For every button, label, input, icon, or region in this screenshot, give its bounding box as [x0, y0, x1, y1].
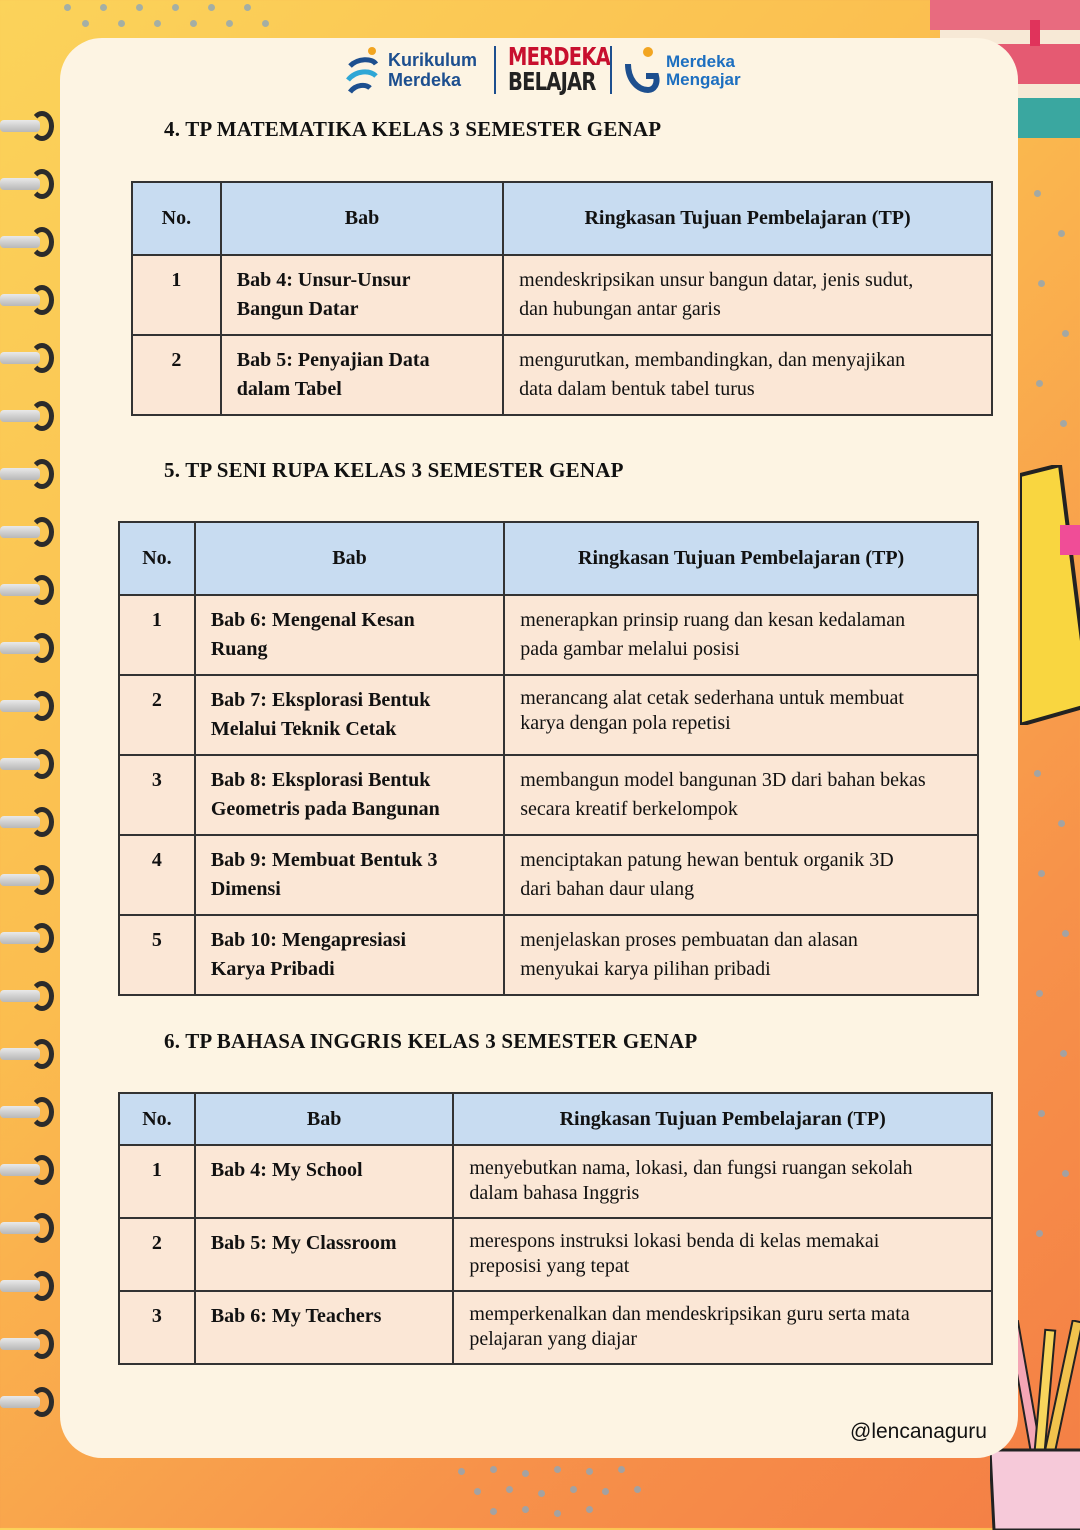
row-bab — [195, 675, 504, 755]
table-seni-rupa — [118, 521, 979, 996]
merdeka-text: Merdeka — [388, 70, 462, 90]
table-row — [119, 1145, 992, 1218]
row-bab: Bab 6: My Teachers — [195, 1291, 454, 1364]
row-tp — [453, 1218, 992, 1291]
header-tp: Ringkasan Tujuan Pembelajaran (TP) — [453, 1093, 992, 1145]
row-no: 2 — [132, 335, 221, 415]
row-no: 2 — [119, 675, 195, 755]
row-tp — [503, 335, 992, 415]
row-tp — [504, 675, 978, 755]
logo-separator — [494, 46, 496, 94]
row-tp — [504, 915, 978, 995]
row-no: 1 — [119, 595, 195, 675]
section-title-seni-rupa: 5. TP SENI RUPA KELAS 3 SEMESTER GENAP — [164, 458, 624, 482]
merdeka-belajar-logo — [508, 44, 610, 94]
bab-line: Dimensi — [210, 878, 281, 900]
row-bab — [195, 915, 504, 995]
tp-line: membangun model bangunan 3D dari bahan bekas — [520, 769, 926, 791]
tp-line: mengurutkan, membandingkan, dan menyajikan — [519, 349, 906, 371]
table-header-row — [132, 182, 992, 255]
logo-separator — [610, 46, 612, 94]
merdeka-word: MERDEKA — [508, 42, 610, 71]
row-bab — [195, 595, 504, 675]
tp-line: pada gambar melalui posisi — [520, 638, 740, 660]
row-no: 1 — [132, 255, 221, 335]
row-bab: Bab 5: My Classroom — [195, 1218, 454, 1291]
table-header-row — [119, 522, 978, 595]
table-row — [132, 335, 992, 415]
tp-line: dari bahan daur ulang — [520, 878, 695, 900]
tp-line: preposisi yang tepat — [469, 1255, 630, 1277]
tp-line: karya dengan pola repetisi — [520, 712, 731, 734]
header-no: No. — [119, 1093, 195, 1145]
tp-line: menjelaskan proses pembuatan dan alasan — [520, 929, 858, 951]
table-row — [119, 915, 978, 995]
kurikulum-text: Kurikulum — [388, 50, 478, 70]
header-bab: Bab — [221, 182, 503, 255]
bab-line: Bab 10: Mengapresiasi — [210, 929, 407, 951]
bab-line: Bab 5: Penyajian Data — [236, 349, 430, 371]
bab-line: Bab 4: Unsur-Unsur — [236, 269, 411, 291]
row-no: 1 — [119, 1145, 195, 1218]
tp-line: menyukai karya pilihan pribadi — [520, 958, 771, 980]
kurikulum-merdeka-mark-icon — [346, 46, 380, 94]
row-bab: Bab 4: My School — [195, 1145, 454, 1218]
logo-header — [344, 42, 764, 98]
section-title-bahasa-inggris: 6. TP BAHASA INGGRIS KELAS 3 SEMESTER GENAP — [164, 1029, 698, 1053]
bab-line: Karya Pribadi — [210, 958, 335, 980]
table-header-row — [119, 1093, 992, 1145]
tp-line: merancang alat cetak sederhana untuk membuat — [520, 687, 904, 709]
kurikulum-merdeka-logo — [344, 44, 494, 96]
merdeka-mengajar-line2: Mengajar — [666, 70, 741, 89]
tp-line: mendeskripsikan unsur bangun datar, jenis sudut, — [519, 269, 914, 291]
section-title-matematika: 4. TP MATEMATIKA KELAS 3 SEMESTER GENAP — [164, 117, 662, 141]
background-dots-bottom — [450, 1462, 670, 1522]
row-tp — [504, 755, 978, 835]
table-row — [132, 255, 992, 335]
tp-line: memperkenalkan dan mendeskripsikan guru serta mata — [469, 1303, 910, 1325]
row-no: 2 — [119, 1218, 195, 1291]
bab-line: dalam Tabel — [236, 378, 342, 400]
header-no: No. — [119, 522, 195, 595]
yellow-card-illustration — [1020, 465, 1080, 725]
merdeka-mengajar-line1: Merdeka — [666, 52, 735, 71]
bab-line: Bab 7: Eksplorasi Bentuk — [210, 689, 431, 711]
row-bab — [195, 835, 504, 915]
row-bab — [221, 335, 503, 415]
header-bab: Bab — [195, 522, 504, 595]
row-tp — [504, 835, 978, 915]
bab-line: Bab 9: Membuat Bentuk 3 — [210, 849, 438, 871]
row-tp — [503, 255, 992, 335]
tp-line: menerapkan prinsip ruang dan kesan kedalaman — [520, 609, 906, 631]
row-bab — [195, 755, 504, 835]
tp-line: menciptakan patung hewan bentuk organik 3D — [520, 849, 894, 871]
table-row — [119, 675, 978, 755]
table-row — [119, 595, 978, 675]
bab-line: Melalui Teknik Cetak — [210, 718, 397, 740]
merdeka-mengajar-mark-icon — [624, 46, 660, 94]
header-tp: Ringkasan Tujuan Pembelajaran (TP) — [504, 522, 978, 595]
row-no: 4 — [119, 835, 195, 915]
background-dots-top — [60, 0, 300, 40]
tp-line: secara kreatif berkelompok — [520, 798, 738, 820]
tp-line: merespons instruksi lokasi benda di kelas memakai — [469, 1230, 880, 1252]
bab-line: Bab 6: Mengenal Kesan — [210, 609, 415, 631]
header-no: No. — [132, 182, 221, 255]
belajar-word: BELAJAR — [508, 67, 596, 96]
table-row — [119, 755, 978, 835]
tp-line: data dalam bentuk tabel turus — [519, 378, 755, 400]
header-bab: Bab — [195, 1093, 454, 1145]
tp-line: dalam bahasa Inggris — [469, 1182, 640, 1204]
row-no: 3 — [119, 755, 195, 835]
tp-line: dan hubungan antar garis — [519, 298, 721, 320]
bab-line: Bab 8: Eksplorasi Bentuk — [210, 769, 431, 791]
tp-line: pelajaran yang diajar — [469, 1328, 638, 1350]
row-no: 3 — [119, 1291, 195, 1364]
table-row — [119, 1218, 992, 1291]
row-tp — [453, 1291, 992, 1364]
row-bab — [221, 255, 503, 335]
bab-line: Ruang — [210, 638, 268, 660]
bab-line: Bangun Datar — [236, 298, 359, 320]
table-matematika — [131, 181, 993, 416]
table-bahasa-inggris — [118, 1092, 993, 1365]
author-handle: @lencanaguru — [850, 1420, 987, 1443]
tp-line: menyebutkan nama, lokasi, dan fungsi ruangan sekolah — [469, 1157, 913, 1179]
row-no: 5 — [119, 915, 195, 995]
header-tp: Ringkasan Tujuan Pembelajaran (TP) — [503, 182, 992, 255]
table-row — [119, 1291, 992, 1364]
table-row — [119, 835, 978, 915]
row-tp — [453, 1145, 992, 1218]
bab-line: Geometris pada Bangunan — [210, 798, 440, 820]
row-tp — [504, 595, 978, 675]
